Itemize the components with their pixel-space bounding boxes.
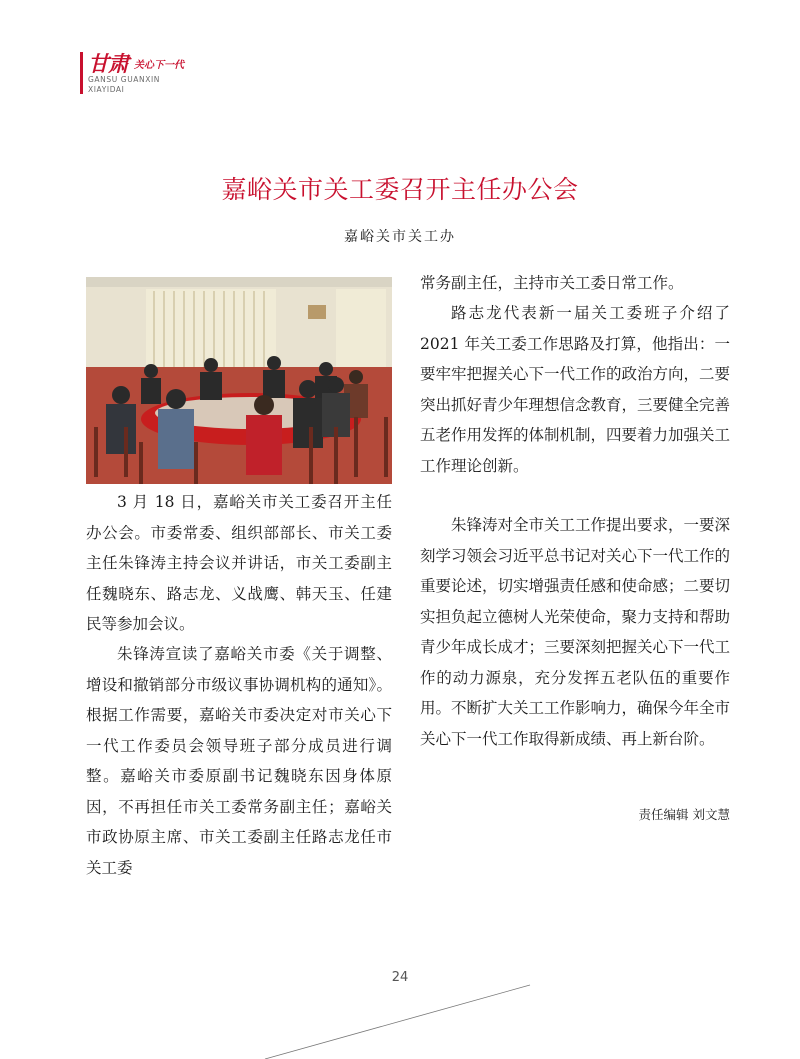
paragraph-2: 朱锋涛宣读了嘉峪关市委《关于调整、增设和撤销部分市级议事协调机构的通知》。根据工作需要，嘉峪关市委决定对市关心下一代工作委员会领导班子部分成员进行调整。嘉峪关市委原副书记魏晓东因身体原因，不再担任市关工委常务副主任；嘉峪关市政协原主席、市关工委副主任路志龙任市关工委 bbox=[86, 645, 392, 877]
article-title: 嘉峪关市关工委召开主任办公会 bbox=[221, 175, 579, 204]
logo-subtitle: 关心下一代 bbox=[134, 60, 184, 71]
paragraph-2-continued: 常务副主任，主持市关工委日常工作。 bbox=[420, 274, 684, 292]
article-author: 嘉峪关市关工办 bbox=[344, 229, 456, 245]
paragraph-4: 朱锋涛对全市关工工作提出要求，一要深刻学习领会习近平总书记对关心下一代工作的重要论述，切实增强责任感和使命感；二要切实担负起立德树人光荣使命，聚力支持和帮助青少年成长成才；三要深刻把握关心下一代工作的动力源泉，充分发挥五老队伍的重要作用。不断扩大关工工作影响力，确保今年全市关心下一代工作取得新成绩、再上新台阶。 bbox=[420, 516, 731, 748]
paragraph-3: 路志龙代表新一届关工委班子介绍了 2021 年关工委工作思路及打算，他指出：一要牢牢把握关心下一代工作的政治方向，二要突出抓好青少年理想信念教育，三要健全完善五老作用发挥的体制机制，四要着力加强关工工作理论创新。 bbox=[420, 304, 731, 475]
page-number: 24 bbox=[391, 970, 409, 985]
logo-english-line1: GANSU GUANXIN bbox=[88, 75, 160, 84]
logo-title: 甘肃 bbox=[88, 51, 128, 76]
paragraph-1: 3 月 18 日，嘉峪关市关工委召开主任办公会。市委常委、组织部部长、市关工委主任朱锋涛主持会议并讲话，市关工委副主任魏晓东、路志龙、义战鹰、韩天玉、任建民等参加会议。 bbox=[86, 493, 392, 633]
logo-english-line2: XIAYIDAI bbox=[88, 85, 125, 94]
editor-credit: 责任编辑 刘文慧 bbox=[638, 807, 730, 822]
